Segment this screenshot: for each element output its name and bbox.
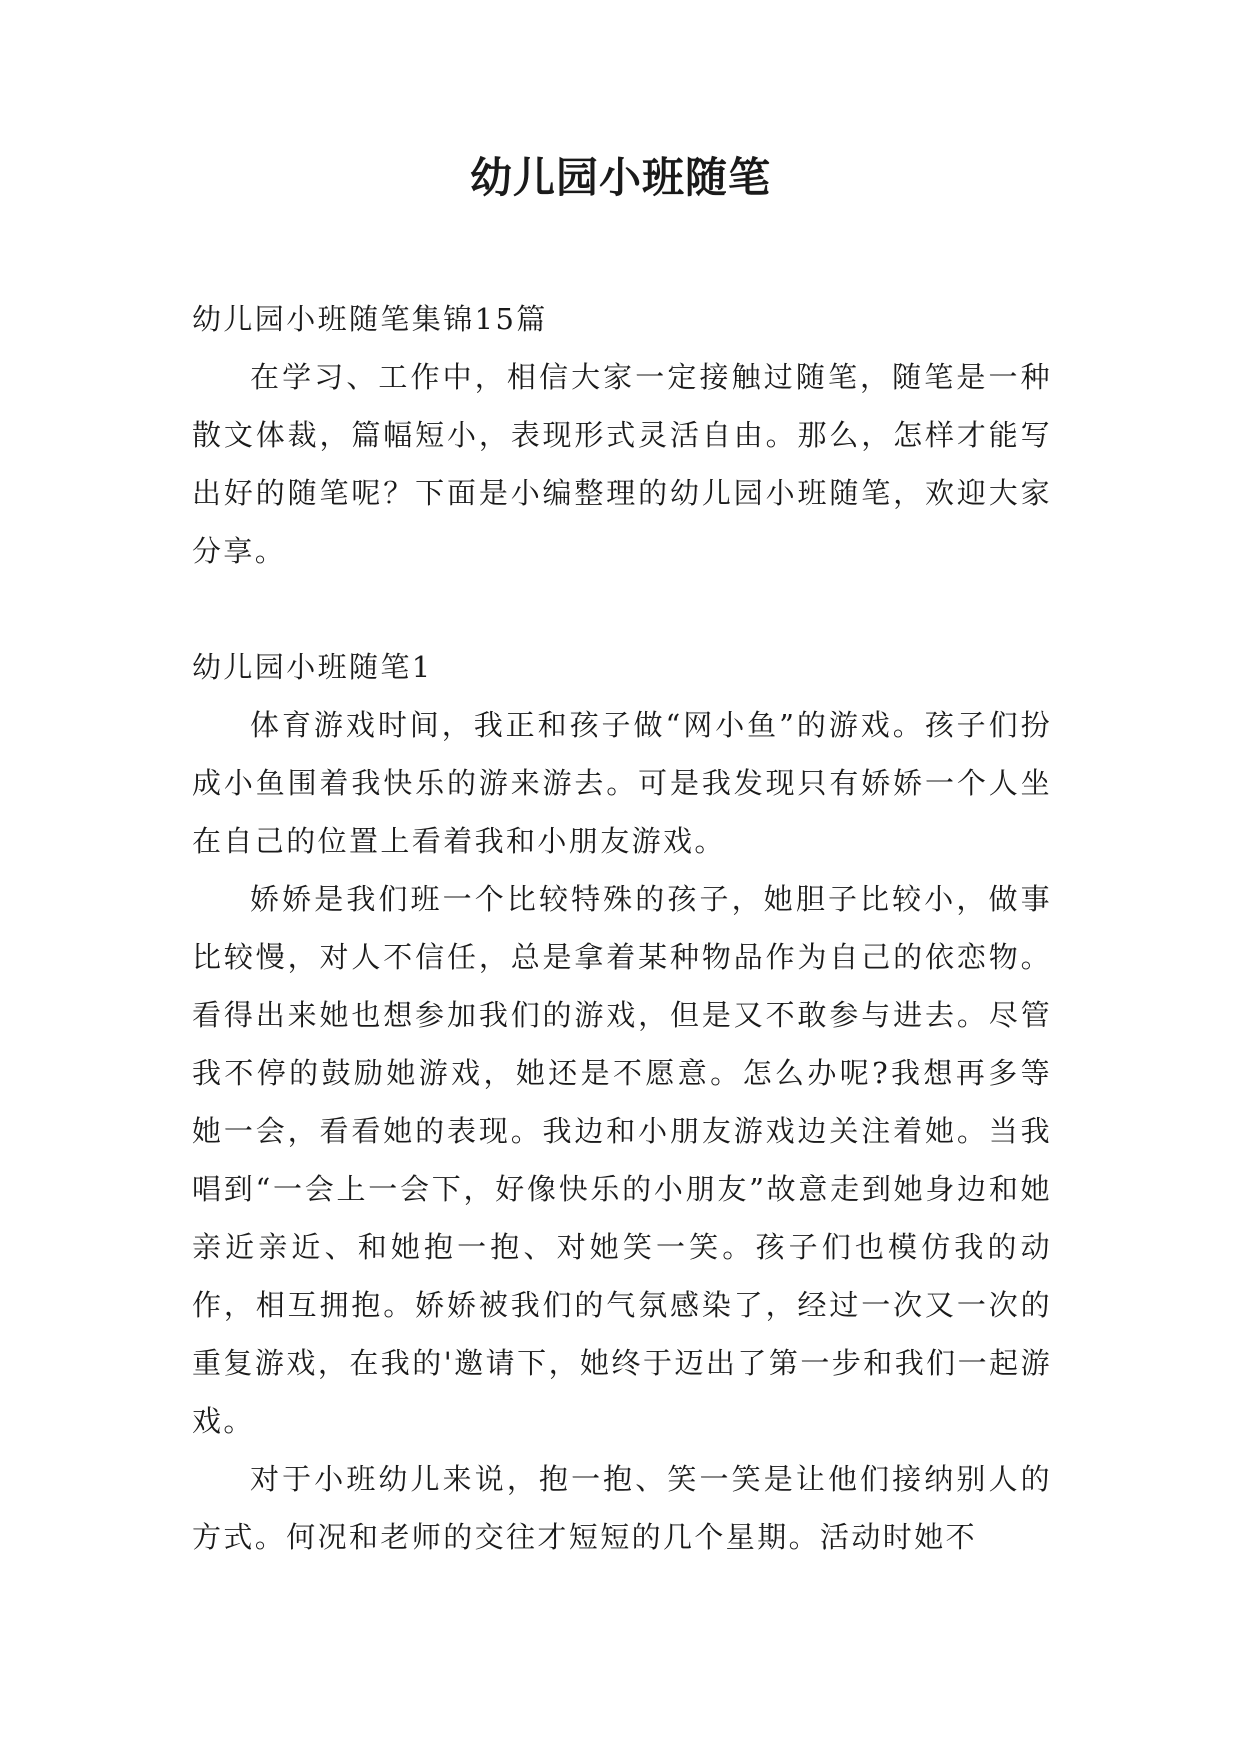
body-paragraph: 对于小班幼儿来说，抱一抱、笑一笑是让他们接纳别人的方式。何况和老师的交往才短短的几个星期。活动时她不 (192, 1462, 1052, 1554)
section-heading: 幼儿园小班随笔1 (192, 650, 433, 684)
paragraph-spacer (192, 580, 1052, 638)
document-title: 幼儿园小班随笔 (469, 153, 771, 202)
document-body (192, 290, 1052, 1566)
intro-paragraph: 在学习、工作中，相信大家一定接触过随笔，随笔是一种散文体裁，篇幅短小，表现形式灵活自由。那么，怎样才能写出好的随笔呢？下面是小编整理的幼儿园小班随笔，欢迎大家分享。 (192, 360, 1052, 568)
body-paragraph: 体育游戏时间，我正和孩子做“网小鱼”的游戏。孩子们扮成小鱼围着我快乐的游来游去。可是我发现只有娇娇一个人坐在自己的位置上看着我和小朋友游戏。 (192, 708, 1052, 858)
body-paragraph: 娇娇是我们班一个比较特殊的孩子，她胆子比较小，做事比较慢，对人不信任，总是拿着某种物品作为自己的依恋物。看得出来她也想参加我们的游戏，但是又不敢参与进去。尽管我不停的鼓励她游戏，她还是不愿意。怎么办呢?我想再多等她一会，看看她的表现。我边和小朋友游戏边关注着她。当我唱到“一会上一会下，好像快乐的小朋友”故意走到她身边和她亲近亲近、和她抱一抱、对她笑一笑。孩子们也模仿我的动作，相互拥抱。娇娇被我们的气氛感染了，经过一次又一次的重复游戏，在我的'邀请下，她终于迈出了第一步和我们一起游戏。 (192, 882, 1052, 1438)
collection-subtitle: 幼儿园小班随笔集锦15篇 (192, 302, 548, 336)
